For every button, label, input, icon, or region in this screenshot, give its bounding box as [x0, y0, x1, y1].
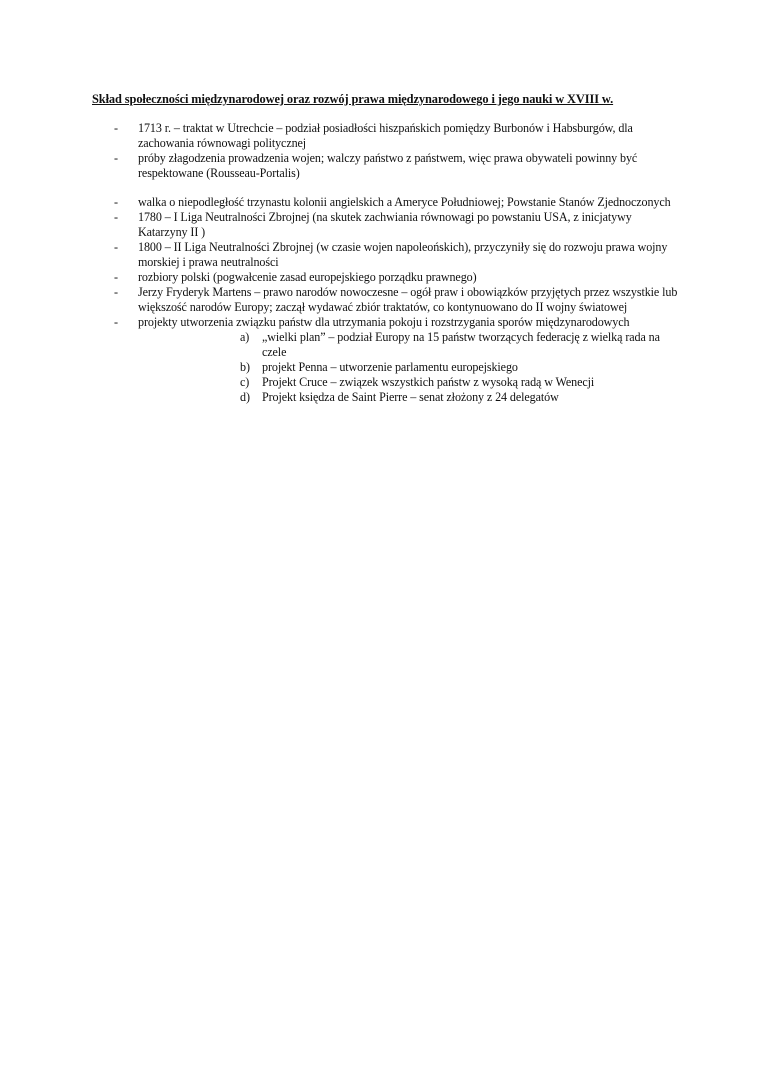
sub-list-item-text: projekt Penna – utworzenie parlamentu europejskiego [262, 360, 518, 374]
list-item [0, 210, 678, 240]
sub-list-item-text: Projekt księdza de Saint Pierre – senat złożony z 24 delegatów [262, 390, 559, 404]
sub-list-marker: c) [240, 375, 250, 389]
list-item-text: walka o niepodległość trzynastu kolonii angielskich a Ameryce Południowej; Powstanie Stanów Zjednoczonych [138, 195, 671, 209]
list-item [0, 285, 678, 315]
sub-list-item [0, 375, 662, 390]
list-item [0, 121, 678, 151]
sub-list-item-text: Projekt Cruce – związek wszystkich państw z wysoką radą w Wenecji [262, 375, 595, 389]
list-item-text: 1780 – I Liga Neutralności Zbrojnej (na skutek zachwiania równowagi po powstaniu USA, z inicjatywy Katarzyny II ) [138, 210, 632, 239]
sub-list-item [0, 360, 662, 375]
list-item [0, 240, 678, 270]
bullet-dash: - [114, 121, 118, 135]
list-item-text: 1800 – II Liga Neutralności Zbrojnej (w czasie wojen napoleońskich), przyczyniły się do rozwoju prawa wojny morskiej i prawa neutralności [138, 240, 668, 269]
sub-list-marker: b) [240, 360, 250, 374]
list-item [0, 151, 678, 181]
list-item [0, 315, 698, 330]
bullet-dash: - [114, 210, 118, 224]
bullet-dash: - [114, 270, 118, 284]
bullet-list [0, 121, 760, 405]
sub-list-item [0, 330, 662, 360]
sub-list [0, 330, 760, 405]
bullet-dash: - [114, 240, 118, 254]
sub-list-item [0, 390, 662, 405]
list-item [0, 195, 678, 210]
bullet-dash: - [114, 315, 118, 329]
list-item-text: 1713 r. – traktat w Utrechcie – podział posiadłości hiszpańskich pomiędzy Burbonów i Habsburgów, dla zachowania równowagi politycznej [138, 121, 633, 150]
list-item-text: rozbiory polski (pogwałcenie zasad europejskiego porządku prawnego) [138, 270, 477, 284]
list-item [0, 270, 678, 285]
sub-list-marker: a) [240, 330, 250, 344]
sub-list-marker: d) [240, 390, 250, 404]
sublist-container [0, 330, 760, 405]
list-item-text: próby złagodzenia prowadzenia wojen; walczy państwo z państwem, więc prawa obywateli powinny być respektowane (Rousseau-Portalis) [138, 151, 638, 180]
bullet-dash: - [114, 195, 118, 209]
bullet-dash: - [114, 151, 118, 165]
bullet-dash: - [114, 285, 118, 299]
list-item-text: projekty utworzenia związku państw dla utrzymania pokoju i rozstrzygania sporów międzynarodowych [138, 315, 630, 329]
sub-list-item-text: „wielki plan” – podział Europy na 15 państw tworzących federację z wielką rada na czele [262, 330, 660, 359]
list-item-text: Jerzy Fryderyk Martens – prawo narodów nowoczesne – ogół praw i obowiązków przyjętych przez wszystkie lub większość narodów Europy; zaczął wydawać zbiór traktatów, co kontynuowano do II wojny światowej [138, 285, 678, 314]
document-title: Skład społeczności międzynarodowej oraz rozwój prawa międzynarodowego i jego nauki w XVIII w. [92, 92, 614, 106]
